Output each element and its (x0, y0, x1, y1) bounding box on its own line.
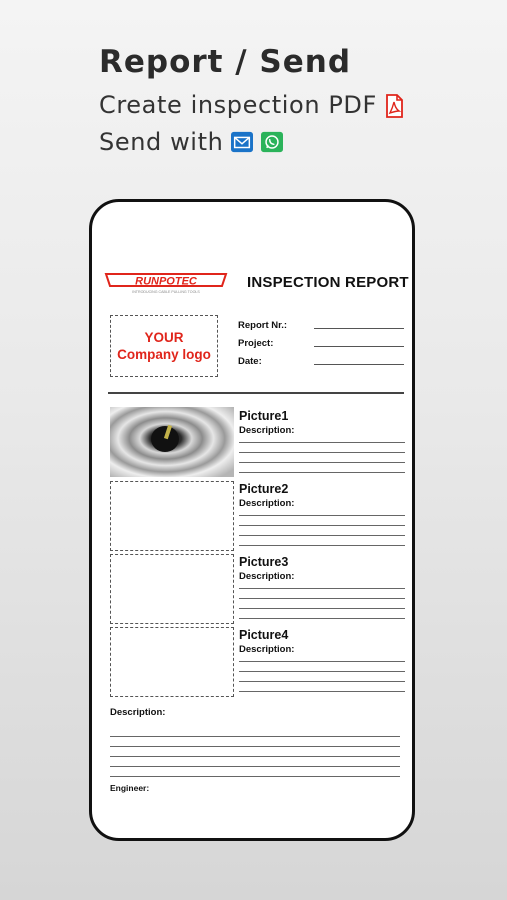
field-project: Project: (238, 338, 274, 349)
create-pdf-text: Create inspection PDF (99, 91, 377, 119)
picture3-line (239, 598, 405, 599)
picture2-line (239, 535, 405, 536)
picture1-title: Picture1 (239, 409, 289, 423)
picture1-line (239, 462, 405, 463)
general-description-label: Description: (110, 707, 166, 718)
pdf-icon (383, 94, 405, 116)
description-line (110, 776, 400, 777)
field-project-line (314, 346, 404, 347)
report-heading: INSPECTION REPORT (247, 274, 409, 291)
picture3-line (239, 618, 405, 619)
inspection-report-document (92, 202, 412, 838)
picture2-placeholder (110, 481, 234, 551)
picture4-title: Picture4 (239, 628, 289, 642)
create-pdf-line (99, 91, 405, 119)
field-date-line (314, 364, 404, 365)
picture2-description-label: Description: (239, 498, 295, 509)
field-date: Date: (238, 356, 262, 367)
description-line (110, 746, 400, 747)
picture3-placeholder (110, 554, 234, 624)
company-logo-placeholder (110, 315, 218, 377)
picture1-photo (110, 407, 234, 477)
send-with-line (99, 128, 283, 156)
description-line (110, 756, 400, 757)
field-report-nr-line (314, 328, 404, 329)
phone-mockup (89, 199, 415, 841)
picture3-line (239, 588, 405, 589)
picture4-placeholder (110, 627, 234, 697)
runpotec-logo (104, 272, 228, 296)
description-line (110, 766, 400, 767)
divider (108, 392, 404, 394)
picture4-line (239, 661, 405, 662)
logo-text-line1: YOUR (144, 330, 184, 345)
brand-name: RUNPOTEC (135, 275, 197, 288)
picture4-description-label: Description: (239, 644, 295, 655)
picture4-line (239, 691, 405, 692)
picture1-line (239, 452, 405, 453)
picture2-line (239, 525, 405, 526)
picture3-description-label: Description: (239, 571, 295, 582)
picture2-line (239, 545, 405, 546)
picture4-line (239, 681, 405, 682)
brand-tagline: INTRODUCING CABLE PULLING TOOLS (132, 290, 200, 294)
picture3-title: Picture3 (239, 555, 289, 569)
picture3-line (239, 608, 405, 609)
send-with-text: Send with (99, 128, 224, 156)
engineer-label: Engineer: (110, 783, 150, 793)
picture4-line (239, 671, 405, 672)
description-line (110, 736, 400, 737)
field-report-nr: Report Nr.: (238, 320, 288, 331)
picture1-line (239, 442, 405, 443)
picture1-description-label: Description: (239, 425, 295, 436)
picture2-line (239, 515, 405, 516)
whatsapp-icon[interactable] (261, 131, 283, 153)
page-title: Report / Send (99, 44, 352, 80)
picture1-line (239, 472, 405, 473)
picture2-title: Picture2 (239, 482, 289, 496)
logo-text-line2: Company logo (117, 347, 211, 362)
mail-icon[interactable] (231, 131, 253, 153)
